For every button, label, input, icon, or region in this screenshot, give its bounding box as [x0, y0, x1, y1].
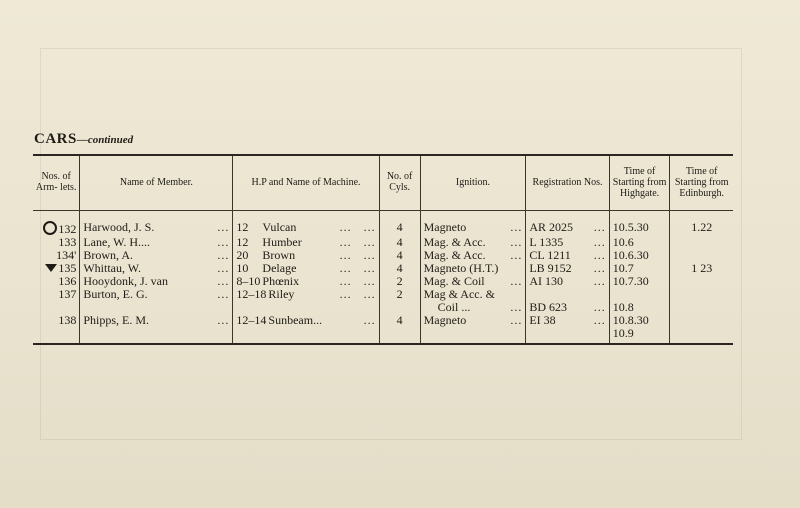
registration-text: L 1335 [529, 235, 564, 249]
registration-cell [526, 314, 609, 344]
leader-dots: ... [593, 261, 606, 275]
leader-dots: ... [510, 300, 523, 314]
cylinders-cell: 2 [379, 288, 420, 314]
machine-cell [233, 314, 379, 344]
leader-dots: ... ... [339, 274, 376, 288]
section-title [34, 131, 133, 148]
leader-dots: ... [363, 313, 376, 327]
ignition-text: Magneto (H.T.) [423, 261, 499, 275]
machine-name: Sunbeam... [268, 313, 323, 327]
horse-power: 12 [236, 220, 249, 234]
cylinders-cell: 4 [379, 211, 420, 237]
header-highgate: Time of Starting from Highgate. [609, 155, 670, 211]
cylinders-cell: 4 [379, 262, 420, 275]
member-cell [80, 314, 233, 344]
leader-dots: ... [217, 235, 230, 249]
ignition-text: Mag. & Acc. [423, 235, 486, 249]
machine-name: Delage [262, 261, 297, 275]
horse-power: 20 [236, 248, 249, 262]
highgate-time-cell: 10.7 [609, 262, 670, 275]
circle-marker-icon [43, 221, 57, 235]
table-row [33, 314, 733, 344]
cylinders-cell: 4 [379, 314, 420, 344]
machine-name: Brown [262, 248, 296, 262]
edinburgh-time-cell [670, 275, 733, 288]
registration-cell [526, 211, 609, 237]
leader-dots: ... [593, 248, 606, 262]
member-name: Whittau, W. [83, 261, 142, 275]
ignition-text: Mag & Acc. & [423, 287, 495, 301]
member-cell [80, 288, 233, 314]
horse-power: 8–10 [236, 274, 261, 288]
header-edinburgh: Time of Starting from Edinburgh. [670, 155, 733, 211]
header-machine: H.P and Name of Machine. [233, 155, 379, 211]
machine-cell [233, 211, 379, 237]
section-title-continued: —continued [76, 134, 134, 146]
registration-text: BD 623 [529, 300, 567, 314]
ignition-text: Mag. & Acc. [423, 248, 486, 262]
registration-text: LB 9152 [529, 261, 572, 275]
highgate-time: 10.8.30 [612, 313, 649, 327]
armlet-number: 135 [58, 261, 77, 275]
leader-dots: ... [217, 287, 230, 301]
leader-dots: ... [593, 235, 606, 249]
armlet-number: 137 [58, 287, 77, 301]
edinburgh-time-cell [670, 236, 733, 249]
member-name: Phipps, E. M. [83, 313, 150, 327]
machine-cell [233, 288, 379, 314]
registration-text: AI 130 [529, 274, 563, 288]
leader-dots: ... [510, 220, 523, 234]
cylinders-cell: 4 [379, 249, 420, 262]
highgate-time-cell [609, 314, 670, 344]
ignition-text-continued: Coil ... [437, 300, 471, 314]
leader-dots: ... ... [339, 287, 376, 301]
leader-dots: ... [217, 274, 230, 288]
cars-table [33, 154, 733, 345]
triangle-marker-icon [45, 264, 57, 272]
leader-dots: ... [510, 235, 523, 249]
highgate-time-cell [609, 288, 670, 314]
leader-dots: ... [217, 261, 230, 275]
member-name: Brown, A. [83, 248, 134, 262]
horse-power: 10 [236, 261, 249, 275]
member-name: Harwood, J. S. [83, 220, 155, 234]
registration-cell [526, 288, 609, 314]
leader-dots: ... ... [339, 261, 376, 275]
table-row [33, 211, 733, 237]
armlet-number: 134' [56, 248, 77, 262]
leader-dots: ... [217, 313, 230, 327]
header-registration: Registration Nos. [526, 155, 609, 211]
armlet-number: 132 [58, 222, 77, 236]
leader-dots: ... ... [339, 235, 376, 249]
horse-power: 12–14 [236, 313, 267, 327]
header-ignition: Ignition. [420, 155, 526, 211]
cylinders-cell: 4 [379, 236, 420, 249]
header-cyls: No. of Cyls. [379, 155, 420, 211]
registration-text: EI 38 [529, 313, 556, 327]
armlet-cell [33, 211, 80, 237]
header-armlets: Nos. of Arm- lets. [33, 155, 80, 211]
edinburgh-time-cell: 1.22 [670, 211, 733, 237]
leader-dots: ... [593, 313, 606, 327]
member-name: Hooydonk, J. van [83, 274, 169, 288]
leader-dots: ... [217, 248, 230, 262]
edinburgh-time-cell: 1 23 [670, 262, 733, 275]
ignition-text: Mag. & Coil [423, 274, 485, 288]
machine-name: Humber [262, 235, 302, 249]
cylinders-cell: 2 [379, 275, 420, 288]
armlet-cell [33, 314, 80, 344]
header-row [33, 155, 733, 211]
table-row [33, 288, 733, 314]
leader-dots: ... [217, 220, 230, 234]
armlet-number: 138 [58, 313, 77, 327]
member-name: Burton, E. G. [83, 287, 148, 301]
leader-dots: ... [510, 274, 523, 288]
machine-name: Vulcan [262, 220, 297, 234]
member-name: Lane, W. H.... [83, 235, 150, 249]
highgate-time: 10.9 [612, 326, 634, 340]
member-cell [80, 211, 233, 237]
registration-text: AR 2025 [529, 220, 573, 234]
leader-dots: ... [593, 300, 606, 314]
machine-name: Phœnix [262, 274, 300, 288]
horse-power: 12 [236, 235, 249, 249]
leader-dots: ... [593, 220, 606, 234]
leader-dots: ... [510, 313, 523, 327]
armlet-cell [33, 288, 80, 314]
leader-dots: ... ... [339, 248, 376, 262]
section-title-text: CARS [34, 131, 77, 147]
machine-name: Riley [268, 287, 295, 301]
registration-text: CL 1211 [529, 248, 571, 262]
ignition-cell [420, 314, 526, 344]
ignition-cell [420, 288, 526, 314]
leader-dots: ... ... [339, 220, 376, 234]
leader-dots: ... [510, 248, 523, 262]
highgate-time-cell: 10.5.30 [609, 211, 670, 237]
edinburgh-time-cell [670, 288, 733, 314]
edinburgh-time-cell [670, 314, 733, 344]
highgate-time-cell: 10.6 [609, 236, 670, 249]
ignition-text: Magneto [423, 220, 467, 234]
armlet-number: 136 [58, 274, 77, 288]
highgate-time-cell: 10.7.30 [609, 275, 670, 288]
ignition-cell [420, 211, 526, 237]
armlet-number: 133 [58, 235, 77, 249]
registration-cell [526, 275, 609, 288]
leader-dots: ... [593, 274, 606, 288]
horse-power: 12–18 [236, 287, 267, 301]
highgate-time: 10.8 [612, 300, 634, 314]
ignition-text: Magneto [423, 313, 467, 327]
header-member: Name of Member. [80, 155, 233, 211]
highgate-time-cell: 10.6.30 [609, 249, 670, 262]
